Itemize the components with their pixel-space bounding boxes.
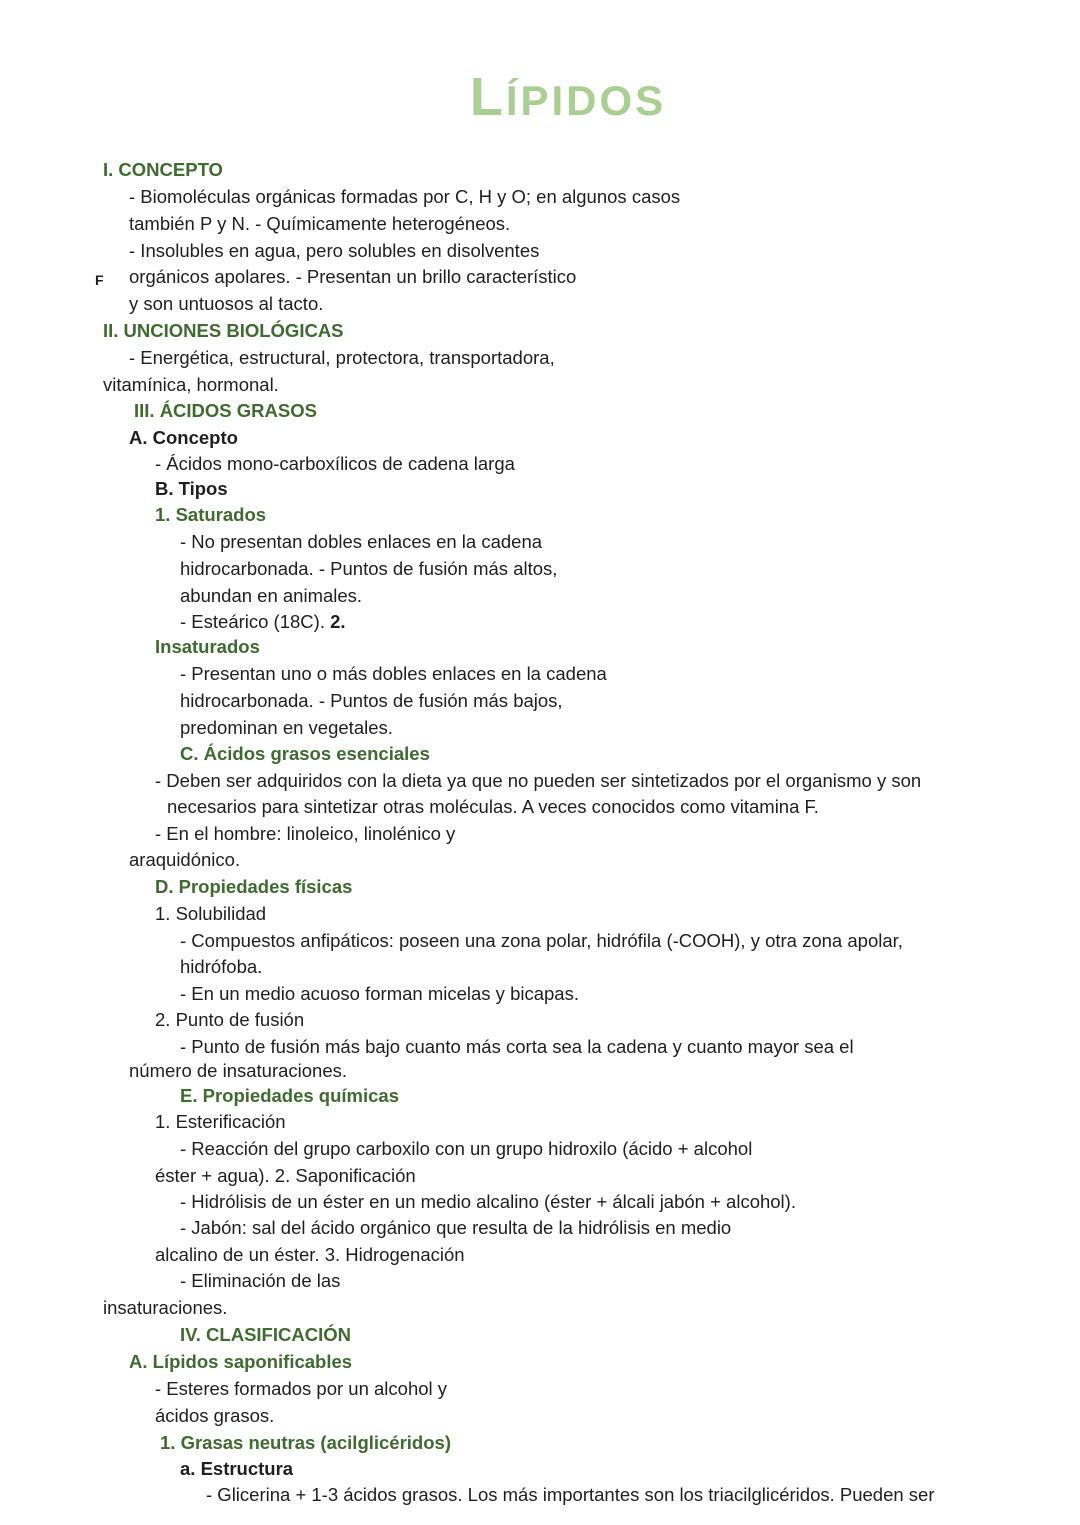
text-line: - Glicerina + 1-3 ácidos grasos. Los más importantes son los triacilglicéridos. Pueden ser <box>206 1484 935 1505</box>
text-line: y son untuosos al tacto. <box>129 293 324 314</box>
text-line: también P y N. - Químicamente heterogéneos. <box>129 213 511 234</box>
subsection-heading: E. Propiedades químicas <box>180 1085 399 1106</box>
text-line: vitamínica, hormonal. <box>103 374 279 395</box>
text-line: ácidos grasos. <box>155 1405 275 1426</box>
subsection-heading: D. Propiedades físicas <box>155 876 353 897</box>
text-line: hidrófoba. <box>180 956 263 977</box>
subsection-heading: A. Lípidos saponificables <box>129 1351 353 1372</box>
page-title: LÍPIDOS <box>469 67 667 127</box>
text-line: - Hidrólisis de un éster en un medio alcalino (éster + álcali jabón + alcohol). <box>180 1191 796 1212</box>
subsection-heading: A. Concepto <box>129 427 238 448</box>
text-line: hidrocarbonada. - Puntos de fusión más altos, <box>180 558 558 579</box>
section-heading: III. ÁCIDOS GRASOS <box>134 400 317 421</box>
item-heading: 1. Saturados <box>155 504 267 525</box>
text-line: - Compuestos anfipáticos: poseen una zona polar, hidrófila (-COOH), y otra zona apolar, <box>180 930 903 951</box>
margin-mark: F <box>95 272 104 288</box>
text-line: - Presentan uno o más dobles enlaces en la cadena <box>180 663 607 684</box>
item-heading: Insaturados <box>155 636 260 657</box>
item-heading: a. Estructura <box>180 1458 294 1479</box>
text-line: éster + agua). 2. Saponificación <box>155 1165 416 1186</box>
text-line: - No presentan dobles enlaces en la cadena <box>180 531 543 552</box>
text-line: - Esteres formados por un alcohol y <box>155 1378 448 1399</box>
text-line: - Jabón: sal del ácido orgánico que resulta de la hidrólisis en medio <box>180 1217 732 1238</box>
text-line: orgánicos apolares. - Presentan un brillo característico <box>129 266 577 287</box>
text-line: necesarios para sintetizar otras moléculas. A veces conocidos como vitamina F. <box>167 796 819 817</box>
text-line: 1. Solubilidad <box>155 903 267 924</box>
section-heading: II. UNCIONES BIOLÓGICAS <box>103 320 344 341</box>
text-line: abundan en animales. <box>180 585 363 606</box>
text-line: hidrocarbonada. - Puntos de fusión más bajos, <box>180 690 563 711</box>
text-line: - Ácidos mono-carboxílicos de cadena larga <box>155 453 515 474</box>
text-line: 1. Esterificación <box>155 1111 286 1132</box>
section-heading: IV. CLASIFICACIÓN <box>180 1324 351 1345</box>
text-line: número de insaturaciones. <box>129 1060 348 1081</box>
text-line: - En el hombre: linoleico, linolénico y <box>155 823 456 844</box>
text-line: - Deben ser adquiridos con la dieta ya que no pueden ser sintetizados por el organismo y son <box>155 770 922 791</box>
text-line: - Esteárico (18C). 2. <box>180 611 346 632</box>
text-line: - Punto de fusión más bajo cuanto más corta sea la cadena y cuanto mayor sea el <box>180 1036 854 1057</box>
text-line: - Energética, estructural, protectora, transportadora, <box>129 347 555 368</box>
text-line: 2. Punto de fusión <box>155 1009 305 1030</box>
section-heading: I. CONCEPTO <box>103 159 223 180</box>
subsection-heading: B. Tipos <box>155 478 228 499</box>
text-line: insaturaciones. <box>103 1297 228 1318</box>
text-line: - En un medio acuoso forman micelas y bicapas. <box>180 983 579 1004</box>
text-line: - Eliminación de las <box>180 1270 341 1291</box>
text-line: predominan en vegetales. <box>180 717 393 738</box>
subsection-heading: C. Ácidos grasos esenciales <box>180 743 430 764</box>
text-line: alcalino de un éster. 3. Hidrogenación <box>155 1244 465 1265</box>
text-line: - Reacción del grupo carboxilo con un grupo hidroxilo (ácido + alcohol <box>180 1138 753 1159</box>
text-line: araquidónico. <box>129 849 241 870</box>
text-line: - Biomoléculas orgánicas formadas por C, H y O; en algunos casos <box>129 186 681 207</box>
text-line: - Insolubles en agua, pero solubles en disolventes <box>129 240 540 261</box>
item-heading: 1. Grasas neutras (acilglicéridos) <box>160 1432 451 1453</box>
